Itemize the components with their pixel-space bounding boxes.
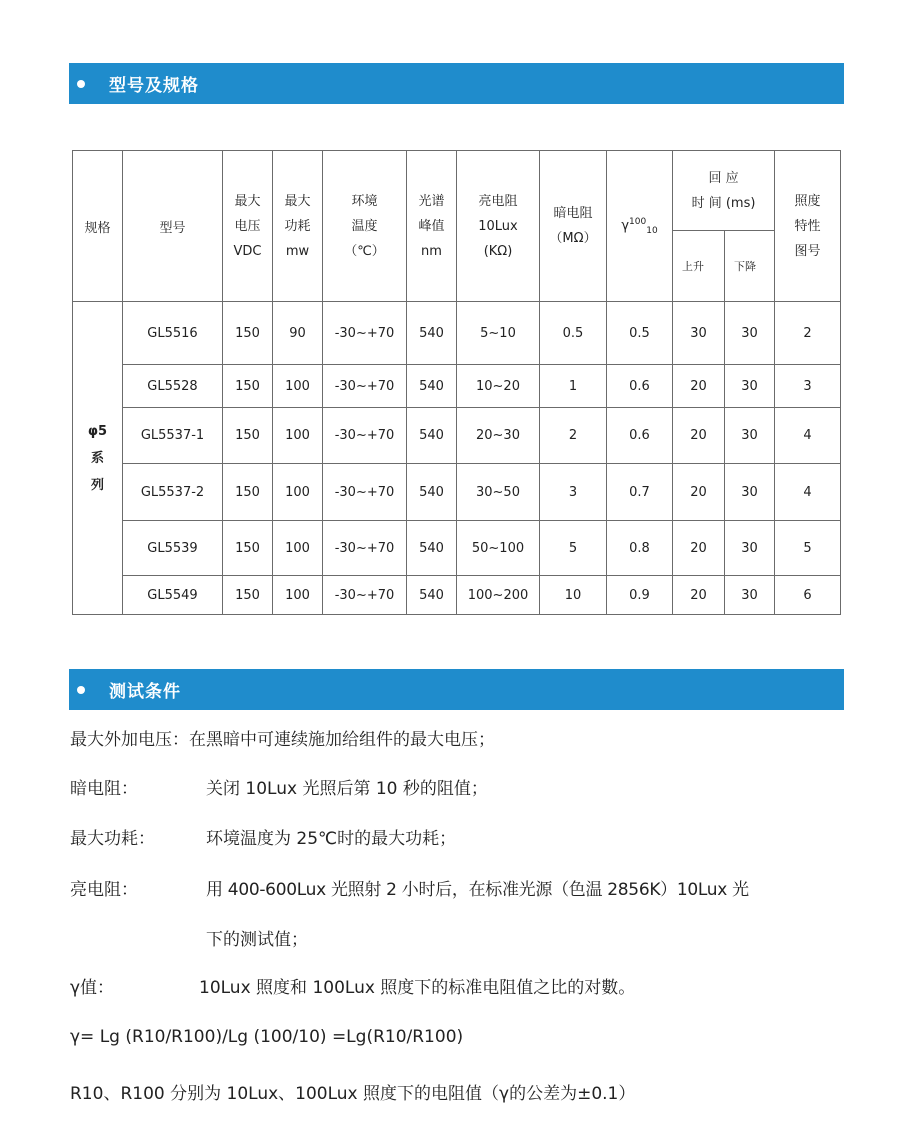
condition-text: 10Lux 照度和 100Lux 照度下的标准电阻值之比的对數。 — [199, 978, 636, 998]
cell-gamma: 0.8 — [607, 521, 673, 576]
gamma-note: R10、R100 分别为 10Lux、100Lux 照度下的电阻值（γ的公差为±0.1） — [70, 1084, 636, 1104]
cell-model: GL5537-2 — [123, 464, 223, 521]
cell-temp: -30~+70 — [323, 464, 407, 521]
header-peak: 光谱 峰值 nm — [407, 151, 457, 302]
condition-text: 用 400-600Lux 光照射 2 小时后，在标准光源（色温 2856K）10Lux 光 — [206, 880, 749, 900]
header-response-time: 回 应 时 间 (ms) — [673, 151, 775, 231]
cell-pmax: 100 — [273, 408, 323, 464]
cell-peak: 540 — [407, 521, 457, 576]
cell-pmax: 100 — [273, 521, 323, 576]
bullet-icon — [77, 80, 85, 88]
table-row — [73, 408, 841, 464]
condition-light-resistance — [70, 875, 850, 955]
condition-dark-resistance — [70, 774, 850, 800]
cell-fall: 30 — [725, 521, 775, 576]
header-light-resistance: 亮电阻 10Lux (KΩ) — [457, 151, 540, 302]
cell-gamma: 0.6 — [607, 365, 673, 408]
cell-light-r: 10~20 — [457, 365, 540, 408]
cell-curve: 5 — [775, 521, 841, 576]
header-curve: 照度 特性 图号 — [775, 151, 841, 302]
cell-gamma: 0.6 — [607, 408, 673, 464]
header-spec: 规格 — [73, 151, 123, 302]
header-temperature: 环境 温度 （℃） — [323, 151, 407, 302]
condition-max-power — [70, 824, 850, 850]
cell-model: GL5516 — [123, 302, 223, 365]
cell-rise: 20 — [673, 576, 725, 615]
cell-fall: 30 — [725, 302, 775, 365]
cell-dark-r: 2 — [540, 408, 607, 464]
cell-rise: 20 — [673, 521, 725, 576]
section-title: 型号及规格 — [109, 76, 199, 96]
condition-label: 亮电阻： — [70, 880, 138, 900]
cell-model: GL5549 — [123, 576, 223, 615]
condition-max-voltage: 最大外加电压：在黑暗中可連续施加给组件的最大电压； — [70, 730, 495, 750]
cell-gamma: 0.7 — [607, 464, 673, 521]
condition-label: 暗电阻： — [70, 779, 138, 799]
cell-temp: -30~+70 — [323, 576, 407, 615]
cell-curve: 6 — [775, 576, 841, 615]
cell-vmax: 150 — [223, 302, 273, 365]
cell-dark-r: 10 — [540, 576, 607, 615]
condition-label: γ值： — [70, 978, 115, 998]
cell-light-r: 50~100 — [457, 521, 540, 576]
spec-table — [72, 150, 841, 615]
cell-light-r: 30~50 — [457, 464, 540, 521]
cell-rise: 30 — [673, 302, 725, 365]
condition-label: 最大功耗： — [70, 829, 155, 849]
table-row — [73, 365, 841, 408]
cell-vmax: 150 — [223, 521, 273, 576]
cell-curve: 3 — [775, 365, 841, 408]
cell-fall: 30 — [725, 365, 775, 408]
header-rise: 上升 — [673, 231, 725, 302]
cell-peak: 540 — [407, 365, 457, 408]
gamma-formula: γ= Lg (R10/R100)/Lg (100/10) =Lg(R10/R100) — [70, 1027, 464, 1047]
table-row — [73, 576, 841, 615]
cell-fall: 30 — [725, 408, 775, 464]
cell-fall: 30 — [725, 464, 775, 521]
header-gamma: $\gamma^{100}_{10}$ — [607, 151, 673, 302]
cell-curve: 4 — [775, 464, 841, 521]
condition-text: 关闭 10Lux 光照后第 10 秒的阻值； — [206, 779, 488, 799]
cell-temp: -30~+70 — [323, 408, 407, 464]
series-label: φ5 系 列 — [73, 302, 123, 615]
cell-dark-r: 1 — [540, 365, 607, 408]
cell-light-r: 20~30 — [457, 408, 540, 464]
cell-vmax: 150 — [223, 576, 273, 615]
cell-vmax: 150 — [223, 365, 273, 408]
cell-rise: 20 — [673, 365, 725, 408]
cell-pmax: 100 — [273, 365, 323, 408]
section-header-test-conditions — [69, 669, 844, 710]
table-row — [73, 521, 841, 576]
cell-dark-r: 5 — [540, 521, 607, 576]
cell-curve: 2 — [775, 302, 841, 365]
cell-model: GL5539 — [123, 521, 223, 576]
cell-rise: 20 — [673, 408, 725, 464]
bullet-icon — [77, 686, 85, 694]
cell-vmax: 150 — [223, 464, 273, 521]
cell-rise: 20 — [673, 464, 725, 521]
table-row — [73, 464, 841, 521]
header-model: 型号 — [123, 151, 223, 302]
header-fall: 下降 — [725, 231, 775, 302]
cell-light-r: 5~10 — [457, 302, 540, 365]
cell-gamma: 0.5 — [607, 302, 673, 365]
cell-vmax: 150 — [223, 408, 273, 464]
cell-dark-r: 3 — [540, 464, 607, 521]
condition-text-cont: 下的测试值； — [206, 930, 308, 950]
cell-peak: 540 — [407, 464, 457, 521]
cell-model: GL5537-1 — [123, 408, 223, 464]
cell-fall: 30 — [725, 576, 775, 615]
cell-gamma: 0.9 — [607, 576, 673, 615]
table-row — [73, 302, 841, 365]
section-header-specs — [69, 63, 844, 104]
header-max-voltage: 最大 电压 VDC — [223, 151, 273, 302]
cell-light-r: 100~200 — [457, 576, 540, 615]
header-max-power: 最大 功耗 mw — [273, 151, 323, 302]
cell-model: GL5528 — [123, 365, 223, 408]
cell-peak: 540 — [407, 302, 457, 365]
condition-gamma — [70, 973, 850, 999]
condition-text: 环境温度为 25℃时的最大功耗； — [206, 829, 457, 849]
cell-dark-r: 0.5 — [540, 302, 607, 365]
section-title: 测试条件 — [109, 682, 181, 702]
cell-peak: 540 — [407, 408, 457, 464]
cell-pmax: 100 — [273, 464, 323, 521]
cell-temp: -30~+70 — [323, 521, 407, 576]
cell-pmax: 90 — [273, 302, 323, 365]
cell-temp: -30~+70 — [323, 365, 407, 408]
cell-curve: 4 — [775, 408, 841, 464]
cell-temp: -30~+70 — [323, 302, 407, 365]
header-dark-resistance: 暗电阻 （MΩ） — [540, 151, 607, 302]
cell-peak: 540 — [407, 576, 457, 615]
cell-pmax: 100 — [273, 576, 323, 615]
